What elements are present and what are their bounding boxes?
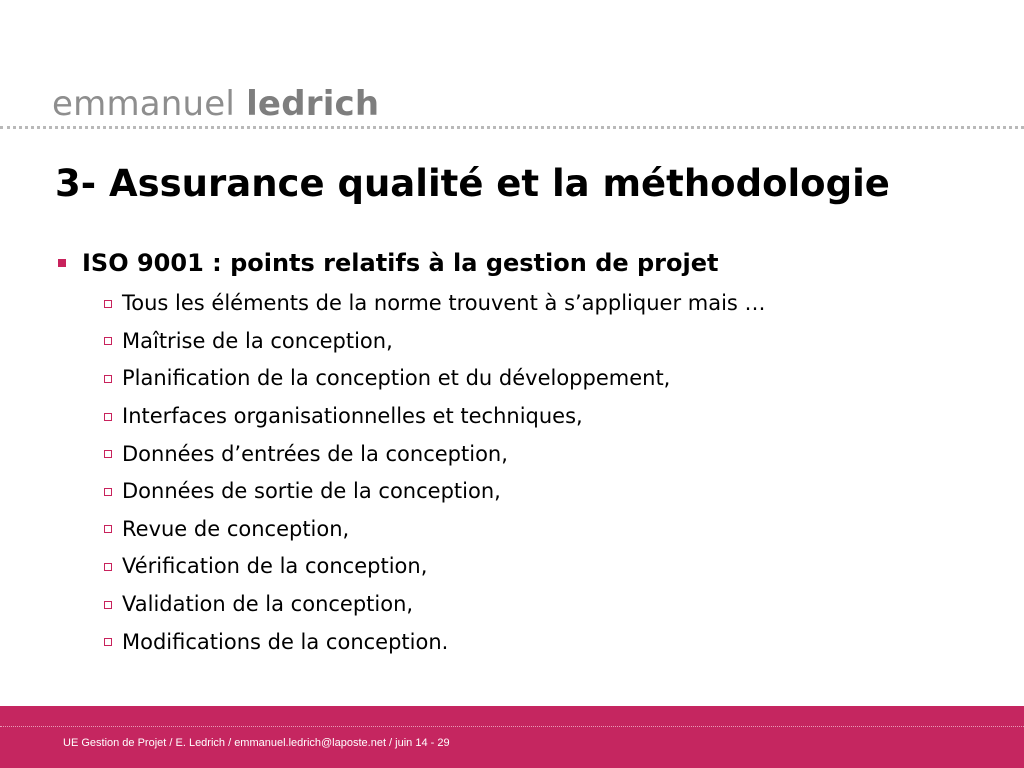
hollow-square-bullet-icon (104, 638, 112, 646)
header-dotted-divider (0, 126, 1024, 129)
list-item-text: Validation de la conception, (122, 592, 414, 617)
logo-first-name: emmanuel (52, 84, 236, 124)
hollow-square-bullet-icon (104, 375, 112, 383)
footer-text: UE Gestion de Projet / E. Ledrich / emmanuel.ledrich@laposte.net / juin 14 - 29 (63, 737, 450, 749)
list-item-text: Planification de la conception et du développement, (122, 366, 671, 391)
list-item-text: Vérification de la conception, (122, 554, 428, 579)
list-item-text: Modifications de la conception. (122, 629, 449, 654)
list-item-text: Revue de conception, (122, 516, 350, 541)
list-item-text: Données d’entrées de la conception, (122, 441, 508, 466)
list-item (104, 360, 766, 398)
slide-title: 3- Assurance qualité et la méthodologie (55, 162, 890, 205)
list-item-text: Tous les éléments de la norme trouvent à s’appliquer mais … (122, 291, 766, 316)
hollow-square-bullet-icon (104, 563, 112, 571)
list-item (104, 473, 766, 511)
square-bullet-icon (58, 259, 66, 267)
hollow-square-bullet-icon (104, 601, 112, 609)
list-item-text: Maîtrise de la conception, (122, 328, 393, 353)
list-item (104, 548, 766, 586)
list-item (104, 435, 766, 473)
list-item (104, 586, 766, 624)
hollow-square-bullet-icon (104, 337, 112, 345)
list-item (104, 285, 766, 323)
list-item (104, 323, 766, 361)
hollow-square-bullet-icon (104, 413, 112, 421)
hollow-square-bullet-icon (104, 450, 112, 458)
list-item (104, 623, 766, 661)
sub-bullet-list (104, 285, 766, 661)
logo-last-name: ledrich (246, 84, 380, 124)
main-bullet-text: ISO 9001 : points relatifs à la gestion de projet (82, 249, 719, 277)
hollow-square-bullet-icon (104, 525, 112, 533)
list-item-text: Interfaces organisationnelles et techniques, (122, 404, 583, 429)
footer-bar (0, 706, 1024, 768)
list-item (104, 511, 766, 549)
list-item-text: Données de sortie de la conception, (122, 479, 501, 504)
list-item (104, 398, 766, 436)
hollow-square-bullet-icon (104, 488, 112, 496)
footer-dotted-divider (0, 726, 1024, 727)
hollow-square-bullet-icon (104, 300, 112, 308)
main-bullet (58, 243, 718, 283)
author-logo (52, 82, 379, 126)
